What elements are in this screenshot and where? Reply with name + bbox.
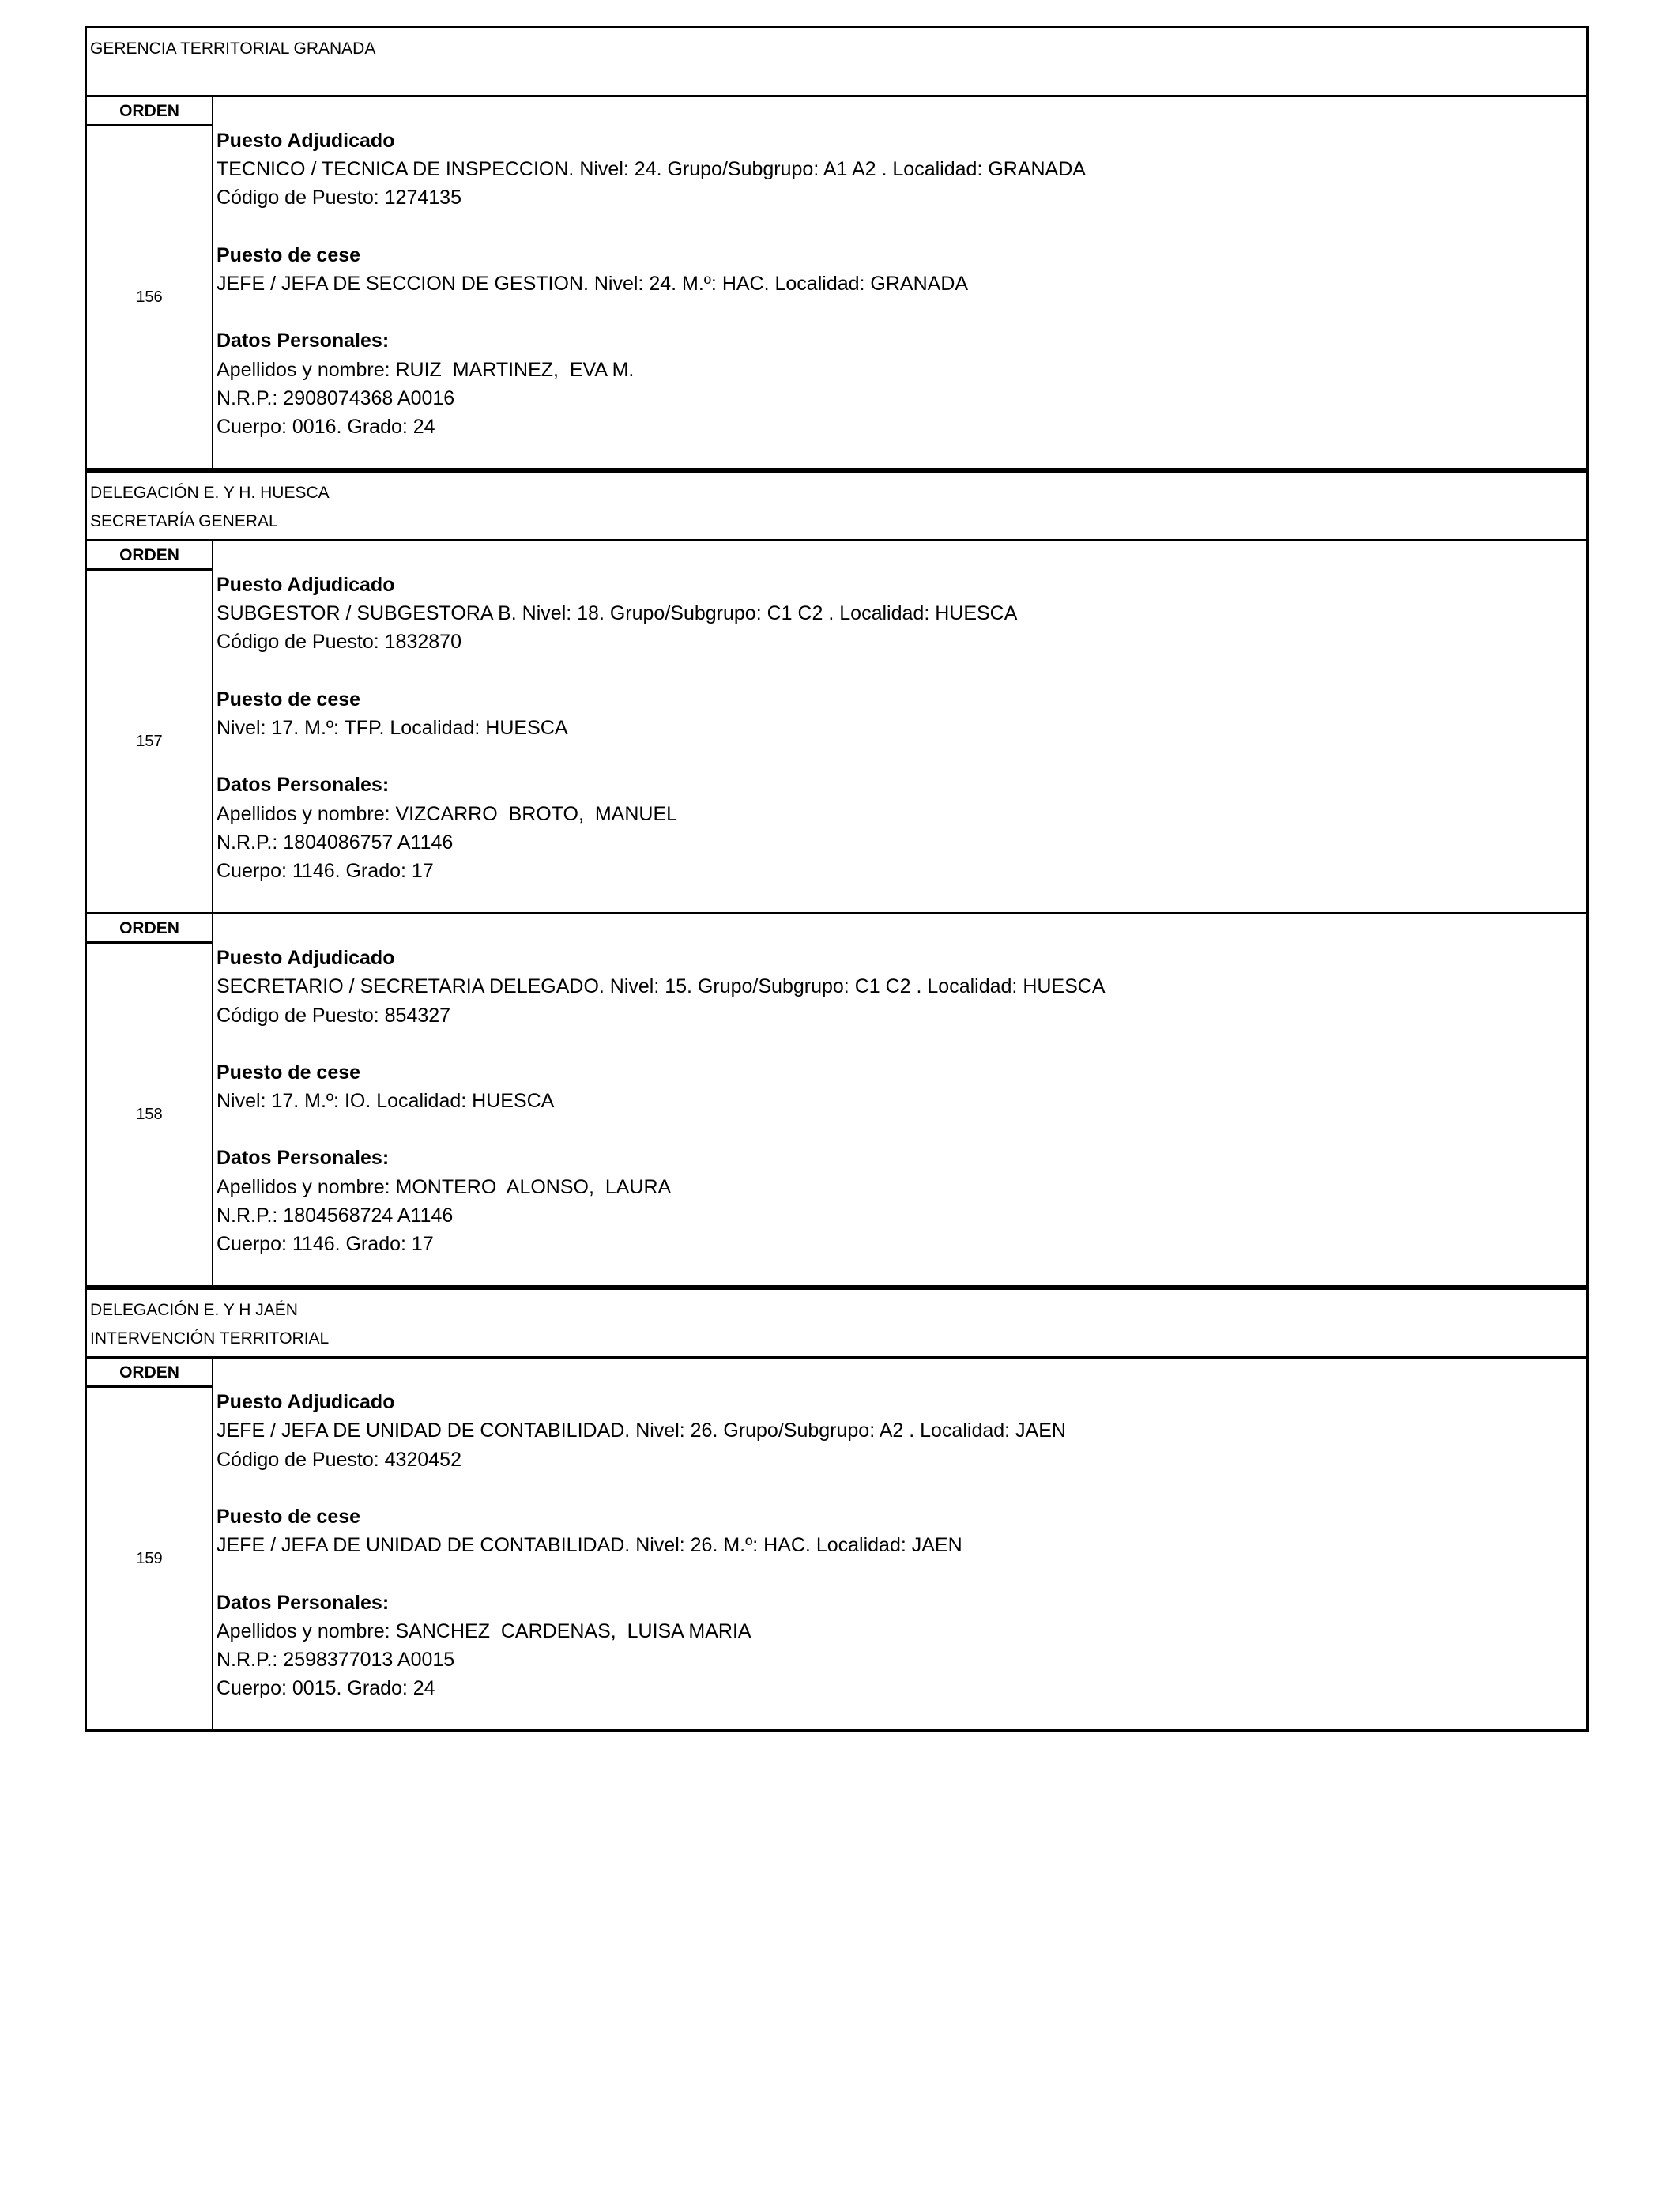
section-header-huesca <box>87 470 1586 541</box>
orden-label: ORDEN <box>87 1359 212 1388</box>
section-subtitle <box>90 63 1583 92</box>
puesto-cese-title: Puesto de cese <box>217 1505 361 1528</box>
puesto-adjudicado-title: Puesto Adjudicado <box>217 1391 395 1414</box>
orden-column <box>87 914 213 1285</box>
entry-156 <box>87 97 1586 470</box>
puesto-adjudicado-text: SECRETARIO / SECRETARIA DELEGADO. Nivel: 15. Grupo/Subgrupo: C1 C2 . Localidad: HUESCA <box>217 975 1106 998</box>
orden-number: 159 <box>136 1549 163 1567</box>
puesto-adjudicado-title: Puesto Adjudicado <box>217 130 395 152</box>
puesto-cese-title: Puesto de cese <box>217 1061 361 1084</box>
apellidos-nombre: Apellidos y nombre: MONTERO ALONSO, LAURA <box>217 1175 672 1198</box>
datos-personales-title: Datos Personales: <box>217 1591 390 1614</box>
section-header-granada <box>87 28 1586 97</box>
puesto-cese-text: JEFE / JEFA DE SECCION DE GESTION. Nivel: 24. M.º: HAC. Localidad: GRANADA <box>217 272 969 295</box>
cuerpo-grado: Cuerpo: 1146. Grado: 17 <box>217 859 434 882</box>
orden-column <box>87 97 213 468</box>
nrp: N.R.P.: 2598377013 A0015 <box>217 1648 455 1671</box>
entry-details <box>213 541 1586 912</box>
codigo-puesto: Código de Puesto: 1832870 <box>217 631 461 654</box>
entry-157 <box>87 541 1586 914</box>
entry-details <box>213 97 1586 468</box>
orden-label: ORDEN <box>87 914 212 944</box>
cuerpo-grado: Cuerpo: 1146. Grado: 17 <box>217 1233 434 1255</box>
cuerpo-grado: Cuerpo: 0016. Grado: 24 <box>217 415 435 438</box>
puesto-adjudicado-title: Puesto Adjudicado <box>217 574 395 597</box>
entry-159 <box>87 1359 1586 1729</box>
orden-label: ORDEN <box>87 541 212 571</box>
nrp: N.R.P.: 1804086757 A1146 <box>217 831 454 854</box>
section-title: DELEGACIÓN E. Y H. HUESCA <box>90 484 330 503</box>
puesto-cese-text: JEFE / JEFA DE UNIDAD DE CONTABILIDAD. Nivel: 26. M.º: HAC. Localidad: JAEN <box>217 1534 962 1557</box>
puesto-adjudicado-text: SUBGESTOR / SUBGESTORA B. Nivel: 18. Grupo/Subgrupo: C1 C2 . Localidad: HUESCA <box>217 602 1018 625</box>
puesto-cese-text: Nivel: 17. M.º: TFP. Localidad: HUESCA <box>217 717 568 739</box>
orden-label: ORDEN <box>87 97 212 126</box>
codigo-puesto: Código de Puesto: 1274135 <box>217 187 461 209</box>
apellidos-nombre: Apellidos y nombre: VIZCARRO BROTO, MANUEL <box>217 802 678 825</box>
puesto-adjudicado-text: TECNICO / TECNICA DE INSPECCION. Nivel: 24. Grupo/Subgrupo: A1 A2 . Localidad: GRANADA <box>217 158 1086 181</box>
codigo-puesto: Código de Puesto: 854327 <box>217 1004 451 1027</box>
puesto-adjudicado-title: Puesto Adjudicado <box>217 947 395 970</box>
puesto-cese-text: Nivel: 17. M.º: IO. Localidad: HUESCA <box>217 1090 555 1113</box>
nrp: N.R.P.: 2908074368 A0016 <box>217 386 455 409</box>
puesto-adjudicado-text: JEFE / JEFA DE UNIDAD DE CONTABILIDAD. Nivel: 26. Grupo/Subgrupo: A2 . Localidad: JAEN <box>217 1419 1066 1442</box>
puesto-cese-title: Puesto de cese <box>217 243 361 266</box>
entry-details <box>213 1359 1586 1729</box>
orden-number: 157 <box>136 732 163 750</box>
entry-details <box>213 914 1586 1285</box>
datos-personales-title: Datos Personales: <box>217 330 390 352</box>
resolution-table <box>85 26 1589 1732</box>
nrp: N.R.P.: 1804568724 A1146 <box>217 1204 454 1227</box>
section-subtitle: INTERVENCIÓN TERRITORIAL <box>90 1329 330 1348</box>
datos-personales-title: Datos Personales: <box>217 1147 390 1170</box>
datos-personales-title: Datos Personales: <box>217 774 390 797</box>
section-title: GERENCIA TERRITORIAL GRANADA <box>90 40 376 58</box>
orden-number: 158 <box>136 1105 163 1123</box>
orden-column <box>87 541 213 912</box>
entry-158 <box>87 914 1586 1287</box>
section-title: DELEGACIÓN E. Y H JAÉN <box>90 1301 298 1320</box>
codigo-puesto: Código de Puesto: 4320452 <box>217 1448 461 1471</box>
orden-number: 156 <box>136 288 163 306</box>
orden-column <box>87 1359 213 1729</box>
section-header-jaen <box>87 1287 1586 1359</box>
apellidos-nombre: Apellidos y nombre: RUIZ MARTINEZ, EVA M. <box>217 358 635 381</box>
apellidos-nombre: Apellidos y nombre: SANCHEZ CARDENAS, LUISA MARIA <box>217 1619 751 1642</box>
section-subtitle: SECRETARÍA GENERAL <box>90 512 278 531</box>
cuerpo-grado: Cuerpo: 0015. Grado: 24 <box>217 1677 435 1700</box>
puesto-cese-title: Puesto de cese <box>217 688 361 711</box>
